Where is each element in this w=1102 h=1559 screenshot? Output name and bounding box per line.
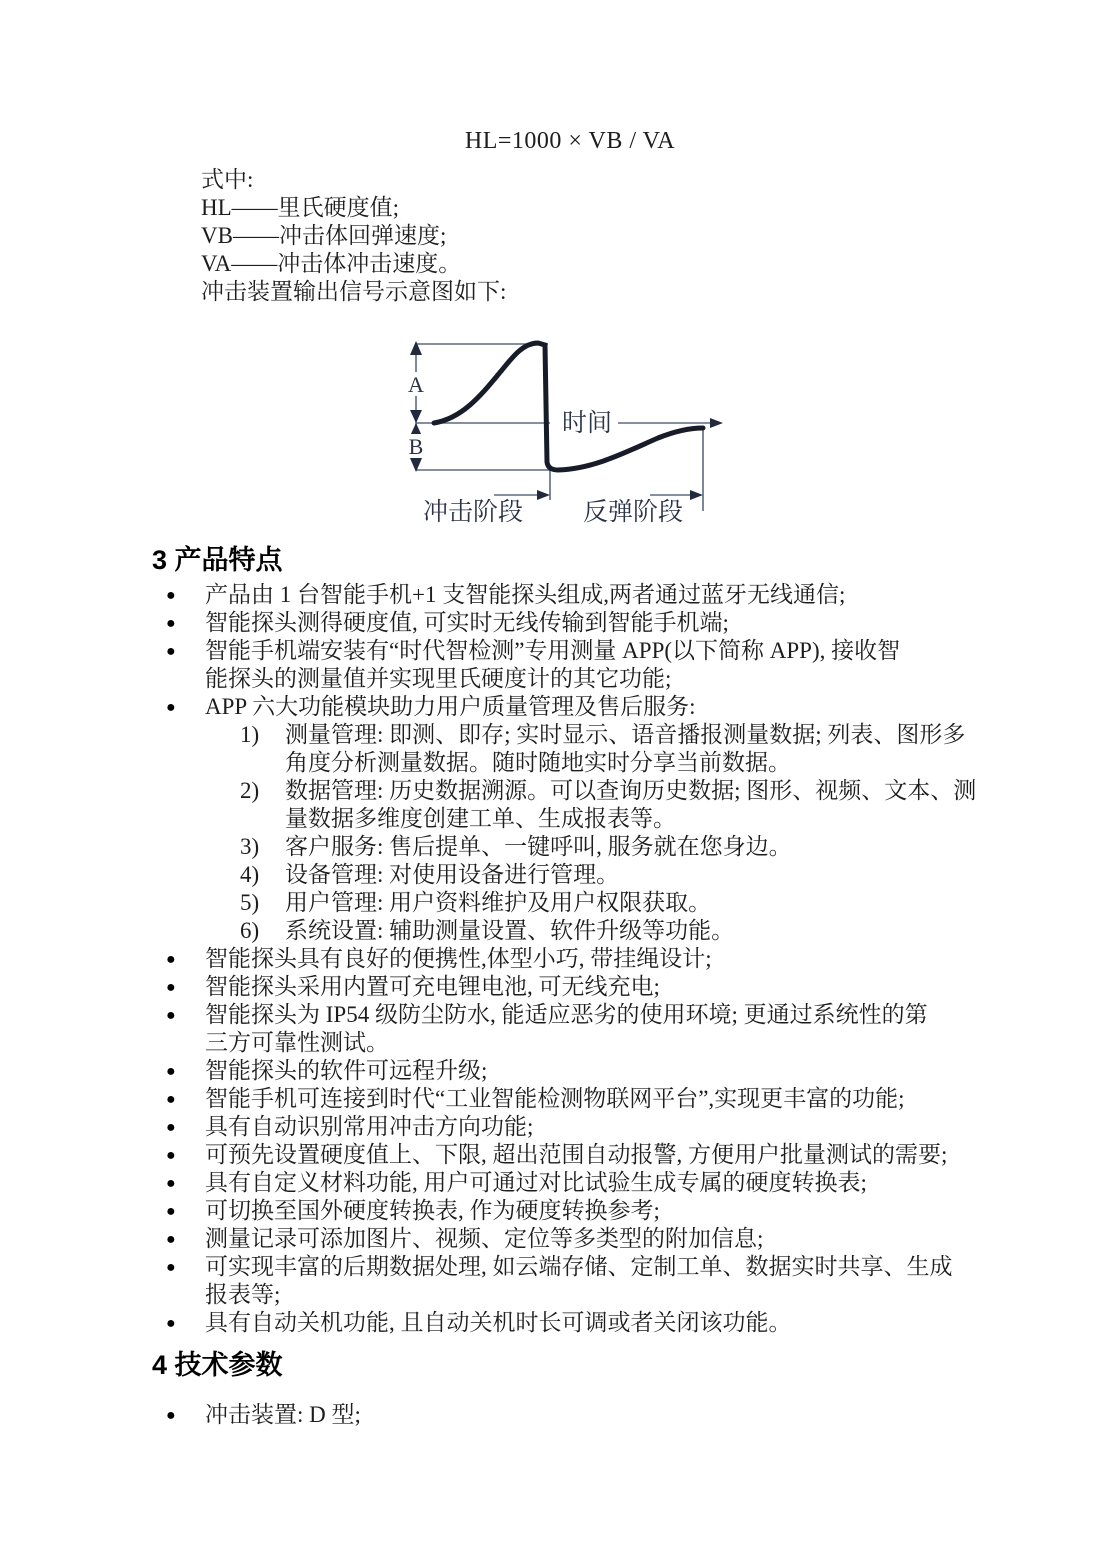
feature-line [150, 581, 980, 609]
feature-line [150, 1085, 980, 1113]
item-number: 2) [240, 778, 260, 803]
item-text: 报表等; [205, 1282, 281, 1307]
feature-line [150, 1309, 980, 1337]
feature-line [150, 777, 980, 805]
bullet-icon: ● [166, 951, 176, 968]
item-text: APP 六大功能模块助力用户质量管理及售后服务: [205, 694, 696, 719]
section-title-product-features: 3 产品特点 [152, 545, 283, 575]
feature-line [150, 1253, 980, 1281]
item-text: 设备管理: 对使用设备进行管理。 [285, 862, 620, 887]
feature-line [150, 1029, 980, 1057]
time-axis-label: 时间 [562, 410, 613, 437]
item-number: 1) [240, 722, 260, 747]
bullet-icon: ● [166, 699, 176, 716]
item-number: 4) [240, 862, 260, 887]
feature-line [150, 1057, 980, 1085]
definition-line: VA——冲击体冲击速度。 [201, 251, 462, 276]
feature-line [150, 805, 980, 833]
feature-line [150, 1169, 980, 1197]
bullet-icon: ● [166, 1007, 176, 1024]
bullet-icon: ● [166, 1407, 176, 1424]
feature-line [150, 749, 980, 777]
item-number: 3) [240, 834, 260, 859]
feature-line [150, 861, 980, 889]
impact-phase-label: 冲击阶段 [423, 499, 524, 526]
item-text: 可切换至国外硬度转换表, 作为硬度转换参考; [205, 1198, 660, 1223]
feature-line [150, 1401, 980, 1429]
bullet-icon: ● [166, 1259, 176, 1276]
feature-line [150, 609, 980, 637]
item-text: 智能探头的软件可远程升级; [205, 1058, 488, 1083]
bullet-icon: ● [166, 1063, 176, 1080]
item-text: 智能探头采用内置可充电锂电池, 可无线充电; [205, 974, 660, 999]
feature-line [150, 945, 980, 973]
feature-line [150, 917, 980, 945]
signal-output-diagram [390, 328, 750, 533]
bullet-icon: ● [166, 1175, 176, 1192]
item-text: 三方可靠性测试。 [205, 1030, 389, 1055]
feature-line [150, 1197, 980, 1225]
item-text: 用户管理: 用户资料维护及用户权限获取。 [285, 890, 712, 915]
definition-line: 式中: [201, 167, 254, 192]
bullet-icon: ● [166, 979, 176, 996]
feature-line [150, 1225, 980, 1253]
item-text: 可预先设置硬度值上、下限, 超出范围自动报警, 方便用户批量测试的需要; [205, 1142, 948, 1167]
feature-line [150, 665, 980, 693]
item-text: 测量记录可添加图片、视频、定位等多类型的附加信息; [205, 1226, 764, 1251]
feature-line [150, 889, 980, 917]
bullet-icon: ● [166, 1091, 176, 1108]
parameters-list [150, 1401, 980, 1429]
hardness-formula: HL=1000 × VB / VA [464, 128, 676, 154]
item-text: 智能手机可连接到时代“工业智能检测物联网平台”,实现更丰富的功能; [205, 1086, 905, 1111]
item-number: 5) [240, 890, 260, 915]
bullet-icon: ● [166, 1315, 176, 1332]
bullet-icon: ● [166, 1203, 176, 1220]
feature-line [150, 637, 980, 665]
item-text: 冲击装置: D 型; [205, 1402, 361, 1427]
item-text: 量数据多维度创建工单、生成报表等。 [285, 806, 676, 831]
bullet-icon: ● [166, 615, 176, 632]
feature-line [150, 973, 980, 1001]
features-list [150, 581, 980, 1337]
definition-line: 冲击装置输出信号示意图如下: [201, 279, 507, 304]
feature-line [150, 1113, 980, 1141]
feature-line [150, 721, 980, 749]
item-text: 系统设置: 辅助测量设置、软件升级等功能。 [285, 918, 735, 943]
formula-definitions [201, 166, 506, 306]
feature-line [150, 1001, 980, 1029]
item-text: 产品由 1 台智能手机+1 支智能探头组成,两者通过蓝牙无线通信; [205, 582, 846, 607]
definition-line: HL——里氏硬度值; [201, 195, 400, 220]
bullet-icon: ● [166, 1231, 176, 1248]
item-text: 客户服务: 售后提单、一键呼叫, 服务就在您身边。 [285, 834, 792, 859]
segment-a-label: A [408, 372, 424, 397]
section-title-technical-parameters: 4 技术参数 [152, 1350, 283, 1380]
rebound-phase-label: 反弹阶段 [583, 499, 684, 526]
bullet-icon: ● [166, 587, 176, 604]
item-text: 智能探头为 IP54 级防尘防水, 能适应恶劣的使用环境; 更通过系统性的第 [205, 1002, 928, 1027]
feature-line [150, 1141, 980, 1169]
item-text: 测量管理: 即测、即存; 实时显示、语音播报测量数据; 列表、图形多 [285, 722, 966, 747]
item-text: 具有自动关机功能, 且自动关机时长可调或者关闭该功能。 [205, 1310, 792, 1335]
item-text: 角度分析测量数据。随时随地实时分享当前数据。 [285, 750, 791, 775]
bullet-icon: ● [166, 1119, 176, 1136]
bullet-icon: ● [166, 1147, 176, 1164]
item-text: 数据管理: 历史数据溯源。可以查询历史数据; 图形、视频、文本、测 [285, 778, 977, 803]
item-number: 6) [240, 918, 260, 943]
feature-line [150, 833, 980, 861]
feature-line [150, 1281, 980, 1309]
item-text: 能探头的测量值并实现里氏硬度计的其它功能; [205, 666, 672, 691]
definition-line: VB——冲击体回弹速度; [201, 223, 447, 248]
item-text: 可实现丰富的后期数据处理, 如云端存储、定制工单、数据实时共享、生成 [205, 1254, 953, 1279]
item-text: 具有自动识别常用冲击方向功能; [205, 1114, 534, 1139]
feature-line [150, 693, 980, 721]
item-text: 智能探头具有良好的便携性,体型小巧, 带挂绳设计; [205, 946, 712, 971]
item-text: 智能探头测得硬度值, 可实时无线传输到智能手机端; [205, 610, 729, 635]
segment-b-label: B [408, 434, 424, 459]
bullet-icon: ● [166, 643, 176, 660]
item-text: 具有自定义材料功能, 用户可通过对比试验生成专属的硬度转换表; [205, 1170, 867, 1195]
item-text: 智能手机端安装有“时代智检测”专用测量 APP(以下简称 APP), 接收智 [205, 638, 901, 663]
impact-signal-curve [434, 343, 703, 470]
